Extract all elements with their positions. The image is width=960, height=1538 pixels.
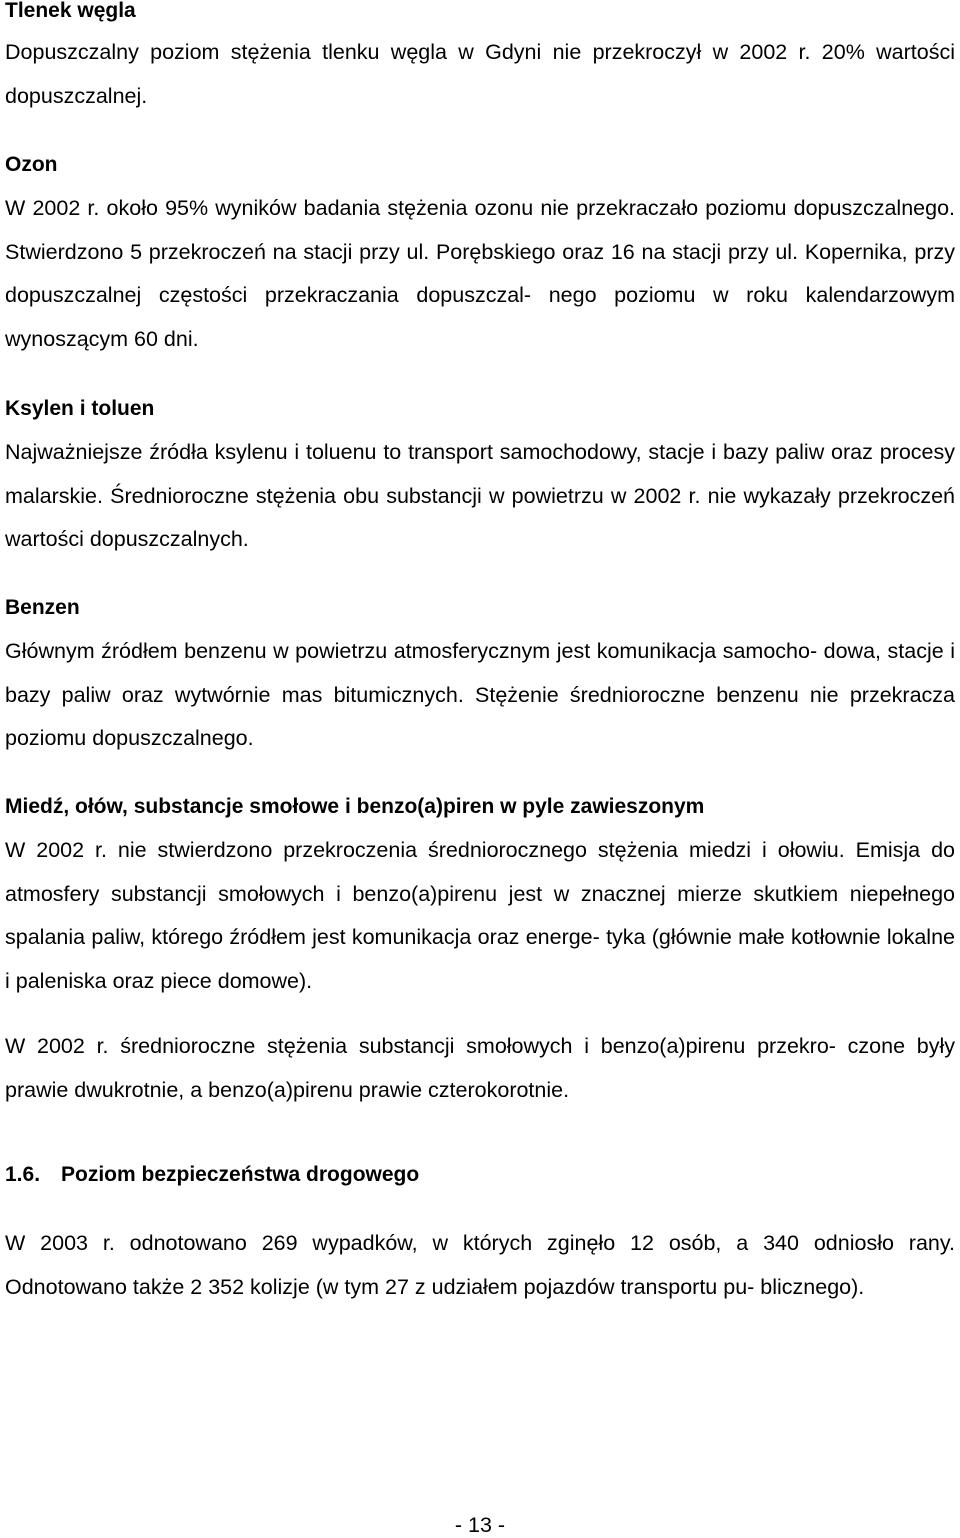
section-paragraph: W 2002 r. około 95% wyników badania stężenia ozonu nie przekraczało poziomu dopuszczalnego. Stwierdzono 5 przekroczeń na stacji przy ul. Porębskiego oraz 16 na stacji przy ul. Kopernika, przy dopuszczalnej częstości przekraczania dopuszczal- nego poziomu w roku kalendarzowym wynoszącym 60 dni.	[5, 196, 955, 351]
section-paragraph: Najważniejsze źródła ksylenu i toluenu to transport samochodowy, stacje i bazy paliw oraz procesy malarskie. Średnioroczne stężenia obu substancji w powietrzu w 2002 r. nie wykazały przekroczeń wartości dopuszczalnych.	[5, 440, 955, 551]
section-road-safety	[5, 1164, 955, 1309]
section-paragraph: W 2002 r. nie stwierdzono przekroczenia średniorocznego stężenia miedzi i ołowiu. Emisja do atmosfery substancji smołowych i benzo(a)pirenu jest w znacznej mierze skutkiem niepełnego spalania paliw, którego źródłem jest komunikacja oraz energe- tyka (głównie małe kotłownie lokalne i paleniska oraz piece domowe).	[5, 838, 955, 993]
section-xylene-toluene	[5, 398, 955, 562]
section-paragraph: Głównym źródłem benzenu w powietrzu atmosferycznym jest komunikacja samocho- dowa, stacje i bazy paliw oraz wytwórnie mas bitumicznych. Stężenie średnioroczne benzenu nie przekracza poziomu dopuszczalnego.	[5, 639, 955, 750]
heading-number: 1.6.	[5, 1163, 41, 1186]
section-paragraph: Dopuszczalny poziom stężenia tlenku węgla w Gdyni nie przekroczył w 2002 r. 20% wartości dopuszczalnej.	[5, 40, 955, 108]
section-heading: Tlenek węgla	[5, 0, 136, 22]
section-metals-tar	[5, 796, 955, 1112]
section-heading: Benzen	[5, 596, 80, 619]
heading-title: Poziom bezpieczeństwa drogowego	[61, 1163, 420, 1186]
section-heading: Ozon	[5, 153, 58, 176]
section-carbon-monoxide	[5, 0, 955, 118]
section-heading: Miedź, ołów, substancje smołowe i benzo(a)piren w pyle zawieszonym	[5, 795, 705, 818]
section-paragraph: W 2003 r. odnotowano 269 wypadków, w których zginęło 12 osób, a 340 odniosło rany. Odnotowano także 2 352 kolizje (w tym 27 z udziałem pojazdów transportu pu- blicznego).	[5, 1231, 955, 1299]
section-heading	[5, 1164, 955, 1186]
section-ozone	[5, 154, 955, 361]
page-number: - 13 -	[454, 1513, 506, 1537]
section-paragraph: W 2002 r. średnioroczne stężenia substancji smołowych i benzo(a)pirenu przekro- czone były prawie dwukrotnie, a benzo(a)pirenu prawie czterokorotnie.	[5, 1034, 955, 1102]
section-heading: Ksylen i toluen	[5, 397, 155, 420]
section-benzene	[5, 597, 955, 761]
